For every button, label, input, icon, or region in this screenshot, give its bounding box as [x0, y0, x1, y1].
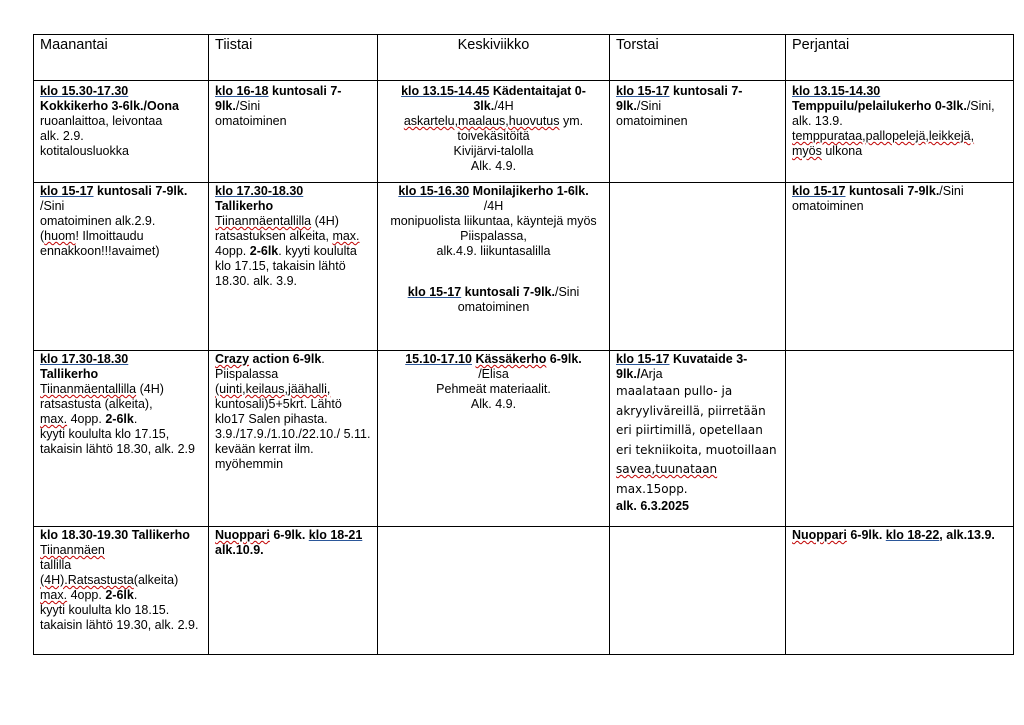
cell-fri-tumbling: klo 13.15-14.30 Temppuilu/pelailukerho 0-3lk./Sini, alk. 13.9. temppurataa,pallopelejä,leikkejä, myös ulkona: [786, 81, 1014, 183]
cell-mon-gym: klo 15-17 kuntosali 7-9lk. /Sini omatoiminen alk.2.9. (huom! Ilmoittaudu ennakkoon!!!avaimet): [34, 183, 209, 351]
cell-fri-gym: klo 15-17 kuntosali 7-9lk./Sini omatoiminen: [786, 183, 1014, 351]
table-row: [34, 527, 1014, 655]
table-row: [34, 351, 1014, 527]
cell-fri-empty: [786, 351, 1014, 527]
cell-wed-multisport: klo 15-16.30 Monilajikerho 1-6lk. /4H monipuolista liikuntaa, käyntejä myös Piispalassa, alk.4.9. liikuntasalilla klo 15-17 kuntosali 7-9lk./Sini omatoiminen: [378, 183, 610, 351]
cell-tue-gym: klo 16-18 kuntosali 7-9lk./Sini omatoiminen: [209, 81, 378, 183]
cell-tue-riding: klo 17.30-18.30 Tallikerho Tiinanmäentallilla (4H) ratsastuksen alkeita, max. 4opp. 2-6lk. kyyti koululta klo 17.15, takaisin lähtö 18.30. alk. 3.9.: [209, 183, 378, 351]
header-wednesday: Keskiviikko: [378, 35, 610, 81]
cell-tue-youth-club: Nuoppari 6-9lk. klo 18-21 alk.10.9.: [209, 527, 378, 655]
cell-thu-empty: [610, 183, 786, 351]
cell-mon-riding-late: klo 18.30-19.30 Tallikerho Tiinanmäen tallilla (4H).Ratsastusta(alkeita) max. 4opp. 2-6lk. kyyti koululta klo 18.15. takaisin lähtö 19.30, alk. 2.9.: [34, 527, 209, 655]
cell-mon-riding: klo 17.30-18.30 Tallikerho Tiinanmäentallilla (4H) ratsastusta (alkeita), max. 4opp. 2-6lk. kyyti koululta klo 17.15, takaisin lähtö 18.30, alk. 2.9: [34, 351, 209, 527]
cell-wed-crafts: klo 13.15-14.45 Kädentaitajat 0-3lk./4H askartelu,maalaus,huovutus ym. toivekäsitöitä Kivijärvi-talolla Alk. 4.9.: [378, 81, 610, 183]
header-friday: Perjantai: [786, 35, 1014, 81]
cell-wed-sewing: 15.10-17.10 Kässäkerho 6-9lk. /Elisa Pehmeät materiaalit. Alk. 4.9.: [378, 351, 610, 527]
table-row: [34, 81, 1014, 183]
cell-tue-crazy-action: Crazy action 6-9lk. Piispalassa (uinti,keilaus,jäähalli, kuntosali)5+5krt. Lähtö klo17 Salen pihasta. 3.9./17.9./1.10./22.10./ 5.11. kevään kerrat ilm. myöhemmin: [209, 351, 378, 527]
table-row: [34, 183, 1014, 351]
header-row: [34, 35, 1014, 81]
header-thursday: Torstai: [610, 35, 786, 81]
header-tuesday: Tiistai: [209, 35, 378, 81]
schedule-table: [33, 34, 1014, 655]
cell-thu-gym: klo 15-17 kuntosali 7-9lk./Sini omatoiminen: [610, 81, 786, 183]
cell-thu-empty-2: [610, 527, 786, 655]
cell-wed-empty: [378, 527, 610, 655]
header-monday: Maanantai: [34, 35, 209, 81]
cell-fri-youth-club: Nuoppari 6-9lk. klo 18-22, alk.13.9.: [786, 527, 1014, 655]
cell-thu-art: klo 15-17 Kuvataide 3-9lk./Arja maalataan pullo- ja akryyliväreillä, piirretään eri piirtimillä, opetellaan eri tekniikoita, muotoillaan savea,tuunataan max.15opp. alk. 6.3.2025: [610, 351, 786, 527]
cell-mon-cooking: klo 15.30-17.30 Kokkikerho 3-6lk./Oona ruoanlaittoa, leivontaa alk. 2.9. kotitalousluokka: [34, 81, 209, 183]
